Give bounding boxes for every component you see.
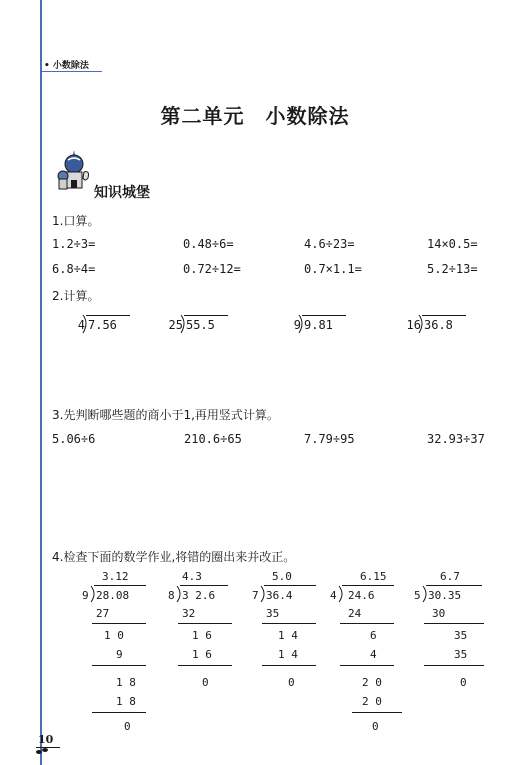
homework-divisor: 5 (414, 589, 421, 602)
division-rule (342, 585, 394, 586)
q2-long-division (168, 318, 215, 332)
division-rule (94, 585, 146, 586)
homework-step: 1 6 (192, 629, 212, 642)
q2-dividend: 9.81 (304, 318, 333, 332)
step-rule (424, 623, 484, 624)
homework-divisor: 4 (330, 589, 337, 602)
homework-dividend: 24.6 (348, 589, 375, 602)
homework-quotient: 3.12 (102, 570, 129, 583)
division-bracket (180, 314, 188, 334)
section-tag: • 小数除法 (44, 61, 89, 71)
homework-step: 6 (370, 629, 377, 642)
homework-step: 1 6 (192, 648, 212, 661)
step-rule (340, 665, 394, 666)
step-rule (262, 623, 316, 624)
q2-title: 2.计算。 (52, 289, 100, 303)
step-rule (178, 665, 232, 666)
q3-item: 32.93÷37 (427, 432, 485, 446)
homework-step: 32 (182, 607, 196, 620)
section-tag-rule (42, 71, 102, 72)
homework-step: 1 8 (116, 695, 136, 708)
step-rule (92, 712, 146, 713)
homework-step: 4 (370, 648, 377, 661)
castle-icon (56, 148, 92, 192)
homework-dividend: 36.4 (266, 589, 293, 602)
q1-item: 0.72÷12= (183, 262, 241, 276)
footprint-icon (35, 746, 49, 756)
step-rule (340, 623, 394, 624)
homework-divisor: 8 (168, 589, 175, 602)
division-rule (264, 585, 316, 586)
homework-quotient: 5.0 (272, 570, 292, 583)
q1-item: 1.2÷3= (52, 237, 96, 251)
division-rule (180, 585, 228, 586)
q2-divisor: 16 (406, 318, 421, 332)
q1-item: 0.48÷6= (183, 237, 234, 251)
q4-title: 4.检查下面的数学作业,将错的圈出来并改正。 (52, 550, 296, 564)
homework-step: 0 (124, 720, 131, 733)
q1-item: 14×0.5= (427, 237, 478, 251)
castle-heading: 知识城堡 (94, 185, 150, 201)
q1-item: 5.2÷13= (427, 262, 478, 276)
homework-step: 35 (454, 629, 468, 642)
homework-step: 35 (454, 648, 468, 661)
step-rule (262, 665, 316, 666)
division-rule (426, 585, 482, 586)
q2-dividend: 55.5 (186, 318, 215, 332)
homework-quotient: 4.3 (182, 570, 202, 583)
q3-item: 5.06÷6 (52, 432, 96, 446)
q1-item: 0.7×1.1= (304, 262, 362, 276)
homework-step: 0 (202, 676, 209, 689)
q2-long-division (406, 318, 453, 332)
step-rule (424, 665, 484, 666)
homework-quotient: 6.7 (440, 570, 460, 583)
homework-step: 0 (288, 676, 295, 689)
q1-item: 4.6÷23= (304, 237, 355, 251)
homework-step: 27 (96, 607, 110, 620)
homework-divisor: 9 (82, 589, 89, 602)
q3-item: 210.6÷65 (184, 432, 242, 446)
q2-divisor: 4 (77, 318, 85, 332)
q3-item: 7.79÷95 (304, 432, 355, 446)
page-title: 第二单元 小数除法 (160, 104, 350, 128)
q2-long-division (77, 318, 117, 332)
q2-divisor: 9 (293, 318, 301, 332)
homework-divisor: 7 (252, 589, 259, 602)
homework-step: 2 0 (362, 695, 382, 708)
homework-step: 0 (372, 720, 379, 733)
q1-title: 1.口算。 (52, 214, 100, 228)
homework-step: 1 8 (116, 676, 136, 689)
division-bracket (298, 314, 306, 334)
step-rule (92, 623, 146, 624)
division-bracket (82, 314, 90, 334)
division-rule (422, 315, 466, 316)
division-rule (184, 315, 228, 316)
division-bracket (338, 585, 346, 603)
q2-long-division (293, 318, 333, 332)
division-bracket (418, 314, 426, 334)
homework-dividend: 28.08 (96, 589, 130, 602)
q3-title: 3.先判断哪些题的商小于1,再用竖式计算。 (52, 408, 279, 422)
page-number: 10 (38, 733, 54, 746)
homework-step: 30 (432, 607, 446, 620)
homework-step: 1 4 (278, 629, 298, 642)
division-rule (302, 315, 346, 316)
homework-step: 1 4 (278, 648, 298, 661)
homework-dividend: 3 2.6 (182, 589, 216, 602)
homework-dividend: 30.35 (428, 589, 462, 602)
step-rule (92, 665, 146, 666)
homework-step: 9 (116, 648, 123, 661)
homework-step: 0 (460, 676, 467, 689)
q1-item: 6.8÷4= (52, 262, 96, 276)
homework-step: 1 0 (104, 629, 124, 642)
q2-divisor: 25 (168, 318, 183, 332)
homework-step: 2 0 (362, 676, 382, 689)
q2-dividend: 36.8 (424, 318, 453, 332)
division-rule (86, 315, 130, 316)
homework-quotient: 6.15 (360, 570, 387, 583)
step-rule (352, 712, 402, 713)
q2-dividend: 7.56 (88, 318, 117, 332)
homework-step: 24 (348, 607, 362, 620)
homework-step: 35 (266, 607, 280, 620)
step-rule (178, 623, 232, 624)
